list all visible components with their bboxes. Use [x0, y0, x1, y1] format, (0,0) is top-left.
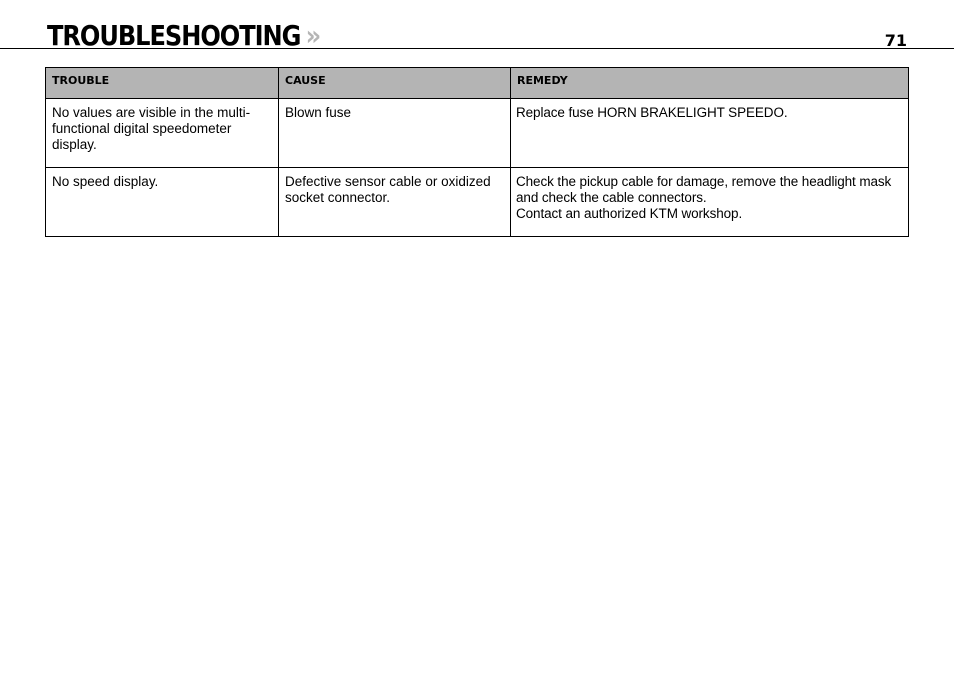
remedy-line: Check the pickup cable for damage, remove the headlight mask and check the cable connectors. — [516, 174, 892, 205]
trouble-cell: No speed display. — [46, 168, 279, 237]
column-header-cause: CAUSE — [279, 68, 511, 99]
column-header-remedy: REMEDY — [511, 68, 909, 99]
cause-cell: Defective sensor cable or oxidized socket connector. — [279, 168, 511, 237]
troubleshooting-table — [45, 67, 909, 237]
page-title — [47, 19, 319, 53]
remedy-cell — [511, 168, 909, 237]
remedy-line: Replace fuse HORN BRAKELIGHT SPEEDO. — [516, 105, 788, 120]
page-header — [0, 0, 954, 52]
remedy-cell — [511, 99, 909, 168]
double-chevron-icon: » — [305, 19, 320, 52]
page-title-text: TROUBLESHOOTING — [47, 19, 301, 52]
remedy-line: Contact an authorized KTM workshop. — [516, 206, 743, 221]
page-number: 71 — [884, 31, 907, 50]
cause-cell: Blown fuse — [279, 99, 511, 168]
table-header-row — [46, 68, 909, 99]
table-row — [46, 99, 909, 168]
table-row — [46, 168, 909, 237]
column-header-trouble: TROUBLE — [46, 68, 279, 99]
trouble-cell: No values are visible in the multi-functional digital speedometer display. — [46, 99, 279, 168]
